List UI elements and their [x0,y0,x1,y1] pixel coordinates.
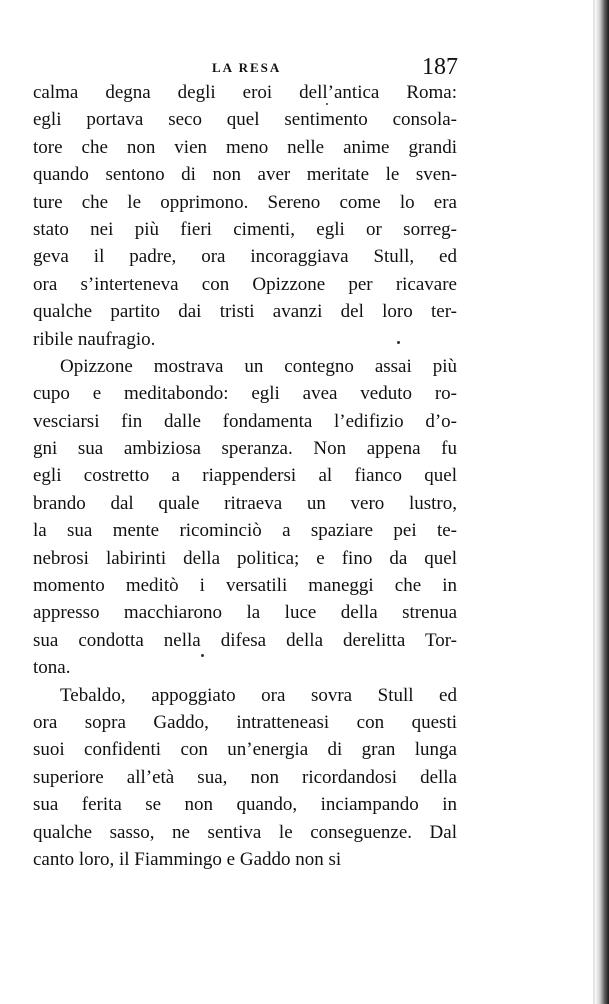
text-line: qualche sasso, ne sentiva le conseguenze. Dal [33,821,457,843]
text-line: ture che le opprimono. Sereno come lo era [33,191,457,213]
text-line: vesciarsi fin dalle fondamenta l’edifizio d’o- [33,410,457,432]
text-line: ora s’interteneva con Opizzone per ricavare [33,273,457,295]
text-line: Opizzone mostrava un contegno assai più [60,355,457,377]
text-line: canto loro, il Fiammingo e Gaddo non si [33,848,342,870]
text-line: ribile naufragio. [33,328,156,350]
text-line: Tebaldo, appoggiato ora sovra Stull ed [60,684,457,706]
text-line: calma degna degli eroi dell’antica Roma: [33,82,457,103]
text-line: egli costretto a riappendersi al fianco quel [33,465,457,487]
text-line: brando dal quale ritraeva un vero lustro, [33,492,457,514]
text-line: appresso macchiarono la luce della strenua [33,602,457,624]
text-line: egli portava seco quel sentimento consola- [33,109,457,131]
text-line: momento meditò i versatili maneggi che in [33,575,457,597]
paragraph [33,682,457,874]
text-line: la sua mente ricominciò a spaziare pei te- [33,520,457,542]
text-line: cupo e meditabondo: egli avea veduto ro- [33,383,457,405]
text-line: sua condotta nella difesa della derelitta Tor- [33,629,457,651]
text-line: nebrosi labirinti della politica; e fino da quel [33,547,457,569]
ink-speck [201,654,204,657]
paragraph [33,79,457,353]
text-line: stato nei più fieri cimenti, egli or sorreg- [33,218,457,240]
page-number: 187 [422,54,458,80]
text-line: geva il padre, ora incoraggiava Stull, ed [33,246,457,268]
text-line: qualche partito dai tristi avanzi del loro ter- [33,301,457,323]
text-line: suoi confidenti con un’energia di gran lunga [33,739,457,761]
paragraph [33,353,457,682]
scan-edge-shadow [595,0,609,1004]
ink-speck [326,103,328,105]
text-line: tona. [33,657,71,679]
text-line: sua ferita se non quando, inciampando in [33,794,457,816]
running-title: LA RESA [212,60,282,75]
body-text [33,79,457,873]
text-line: gni sua ambiziosa speranza. Non appena fu [33,438,457,460]
ink-speck [397,341,400,344]
text-line: superiore all’età sua, non ricordandosi della [33,766,457,788]
text-line: quando sentono di non aver meritate le sven- [33,164,457,186]
text-line: tore che non vien meno nelle anime grandi [33,136,457,158]
text-line: ora sopra Gaddo, intratteneasi con questi [33,711,457,733]
